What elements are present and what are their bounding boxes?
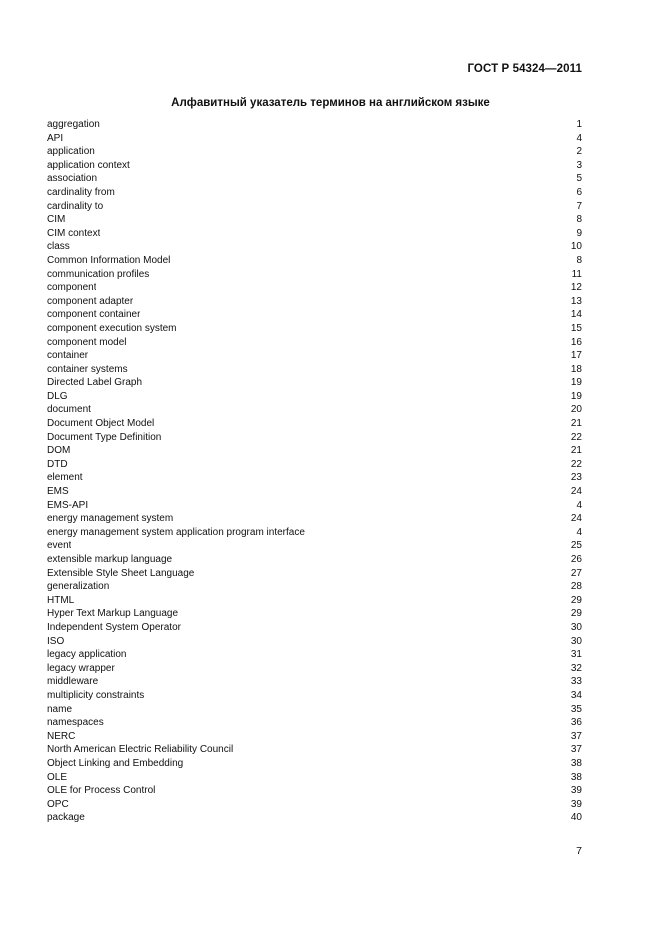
- index-term-number: 40: [570, 812, 582, 824]
- index-entry: [47, 798, 582, 812]
- index-entry: [47, 771, 582, 785]
- index-term: element: [47, 472, 83, 484]
- index-term-number: 35: [570, 703, 582, 715]
- index-term: namespaces: [47, 717, 104, 729]
- index-term: Extensible Style Sheet Language: [47, 567, 195, 579]
- index-entry: [47, 417, 582, 431]
- index-entry: [47, 268, 582, 282]
- index-term: component model: [47, 336, 127, 348]
- index-entry: [47, 675, 582, 689]
- index-term: Hyper Text Markup Language: [47, 608, 179, 620]
- index-entry: [47, 322, 582, 336]
- index-term-number: 4: [576, 526, 582, 538]
- index-entry: [47, 363, 582, 377]
- index-term-number: 5: [576, 173, 582, 185]
- index-entry: [47, 784, 582, 798]
- index-entry: [47, 431, 582, 445]
- index-term: aggregation: [47, 119, 100, 130]
- index-term: cardinality from: [47, 186, 115, 198]
- index-term: application: [47, 146, 95, 158]
- index-term-number: 31: [570, 649, 582, 661]
- index-term-number: 13: [570, 295, 582, 307]
- index-term: North American Electric Reliability Council: [47, 744, 234, 756]
- index-entry: [47, 336, 582, 350]
- index-term-number: 22: [570, 458, 582, 470]
- index-term-number: 24: [570, 486, 582, 498]
- index-entry: [47, 512, 582, 526]
- index-term-number: 30: [570, 621, 582, 633]
- index-term: container: [47, 350, 89, 362]
- index-term: Document Type Definition: [47, 431, 162, 443]
- index-term-number: 6: [576, 186, 582, 198]
- index-term-number: 25: [570, 540, 582, 552]
- index-entry: [47, 308, 582, 322]
- index-term: component: [47, 282, 97, 294]
- index-term-number: 38: [570, 771, 582, 783]
- index-term: OLE for Process Control: [47, 785, 156, 797]
- index-term-number: 11: [571, 268, 582, 280]
- index-term: multiplicity constraints: [47, 689, 145, 701]
- index-term-number: 2: [576, 146, 582, 158]
- index-term-number: 37: [570, 730, 582, 742]
- index-term-number: 39: [570, 798, 582, 810]
- index-entry: [47, 757, 582, 771]
- term-index-list: [47, 118, 582, 825]
- index-entry: [47, 689, 582, 703]
- index-entry: [47, 159, 582, 173]
- index-entry: [47, 635, 582, 649]
- index-entry: [47, 648, 582, 662]
- index-entry: [47, 716, 582, 730]
- index-term-number: 18: [570, 363, 582, 375]
- index-term-number: 19: [570, 377, 582, 389]
- index-term: middleware: [47, 676, 99, 688]
- standard-designation: ГОСТ Р 54324—2011: [467, 63, 582, 75]
- index-term-number: 16: [570, 336, 582, 348]
- index-term: HTML: [47, 594, 75, 606]
- index-term-number: 39: [570, 785, 582, 797]
- index-term-number: 8: [576, 214, 582, 226]
- index-term-number: 26: [570, 554, 582, 565]
- index-entry: [47, 281, 582, 295]
- index-entry: [47, 553, 582, 567]
- index-entry: [47, 403, 582, 417]
- index-entry: [47, 621, 582, 635]
- page-number: 7: [576, 845, 582, 857]
- index-entry: [47, 444, 582, 458]
- index-term-number: 36: [570, 717, 582, 729]
- index-term-number: 33: [570, 676, 582, 688]
- index-term: DTD: [47, 458, 68, 470]
- index-entry: [47, 471, 582, 485]
- index-term-number: 28: [570, 581, 582, 593]
- index-entry: [47, 132, 582, 146]
- index-term-number: 4: [576, 132, 582, 144]
- index-term: package: [47, 812, 85, 824]
- index-term: generalization: [47, 581, 110, 593]
- index-term-number: 9: [576, 227, 582, 239]
- index-term-number: 22: [570, 431, 582, 443]
- index-term: DLG: [47, 390, 68, 402]
- index-term-number: 14: [570, 309, 582, 321]
- index-term-number: 12: [570, 282, 582, 294]
- index-term: EMS: [47, 486, 69, 498]
- index-term-number: 38: [570, 757, 582, 769]
- index-term: EMS-API: [47, 499, 89, 511]
- index-entry: [47, 172, 582, 186]
- index-entry: [47, 526, 582, 540]
- index-entry: [47, 458, 582, 472]
- index-entry: [47, 580, 582, 594]
- index-term: CIM context: [47, 227, 101, 239]
- index-entry: [47, 567, 582, 581]
- index-entry: [47, 240, 582, 254]
- index-term-number: 24: [570, 513, 582, 525]
- index-term: name: [47, 703, 73, 715]
- index-term: OPC: [47, 798, 69, 810]
- index-term-number: 8: [576, 254, 582, 266]
- index-term: OLE: [47, 771, 68, 783]
- index-term-number: 3: [576, 159, 582, 171]
- index-entry: [47, 730, 582, 744]
- index-entry: [47, 485, 582, 499]
- index-term: API: [47, 132, 64, 144]
- index-term-number: 21: [570, 445, 582, 457]
- index-term: energy management system application program interface: [47, 526, 305, 538]
- index-entry: [47, 539, 582, 553]
- index-term: legacy wrapper: [47, 662, 115, 674]
- index-title: Алфавитный указатель терминов на английском языке: [171, 97, 490, 109]
- index-entry: [47, 118, 582, 132]
- index-entry: [47, 499, 582, 513]
- index-entry: [47, 145, 582, 159]
- index-term: legacy application: [47, 649, 127, 661]
- index-term: document: [47, 404, 91, 416]
- index-term: Document Object Model: [47, 418, 155, 430]
- index-term-number: 29: [570, 594, 582, 606]
- index-term: extensible markup language: [47, 554, 173, 565]
- index-term: cardinality to: [47, 200, 104, 212]
- index-term: communication profiles: [47, 268, 150, 280]
- index-term-number: 17: [570, 350, 582, 362]
- index-term-number: 20: [570, 404, 582, 416]
- index-term: Common Information Model: [47, 254, 171, 266]
- index-entry: [47, 254, 582, 268]
- index-term: component adapter: [47, 295, 134, 307]
- index-term-number: 32: [570, 662, 582, 674]
- index-term: CIM: [47, 214, 66, 226]
- index-entry: [47, 200, 582, 214]
- index-entry: [47, 743, 582, 757]
- index-term-number: 4: [576, 499, 582, 511]
- index-entry: [47, 594, 582, 608]
- index-term-number: 29: [570, 608, 582, 620]
- index-term-number: 19: [570, 390, 582, 402]
- index-term-number: 30: [570, 635, 582, 647]
- index-term-number: 21: [570, 418, 582, 430]
- index-term: DOM: [47, 445, 71, 457]
- index-term-number: 10: [570, 241, 582, 253]
- index-term-number: 7: [576, 200, 582, 212]
- index-term: Directed Label Graph: [47, 377, 143, 389]
- index-term: ISO: [47, 635, 65, 647]
- index-entry: [47, 349, 582, 363]
- index-entry: [47, 811, 582, 825]
- index-entry: [47, 607, 582, 621]
- index-term-number: 1: [576, 119, 582, 130]
- index-term-number: 15: [570, 322, 582, 334]
- index-term: energy management system: [47, 513, 174, 525]
- index-term: component container: [47, 309, 141, 321]
- index-entry: [47, 213, 582, 227]
- index-term: NERC: [47, 730, 76, 742]
- index-term: class: [47, 241, 70, 253]
- index-term: application context: [47, 159, 130, 171]
- index-entry: [47, 295, 582, 309]
- index-entry: [47, 703, 582, 717]
- index-term: association: [47, 173, 98, 185]
- index-term: Object Linking and Embedding: [47, 757, 184, 769]
- index-term-number: 23: [570, 472, 582, 484]
- index-term: Independent System Operator: [47, 621, 181, 633]
- index-term: event: [47, 540, 72, 552]
- index-term-number: 34: [570, 689, 582, 701]
- index-entry: [47, 390, 582, 404]
- index-entry: [47, 186, 582, 200]
- index-entry: [47, 227, 582, 241]
- index-term: component execution system: [47, 322, 177, 334]
- index-term-number: 27: [570, 567, 582, 579]
- index-entry: [47, 662, 582, 676]
- index-term: container systems: [47, 363, 128, 375]
- index-term-number: 37: [570, 744, 582, 756]
- index-entry: [47, 376, 582, 390]
